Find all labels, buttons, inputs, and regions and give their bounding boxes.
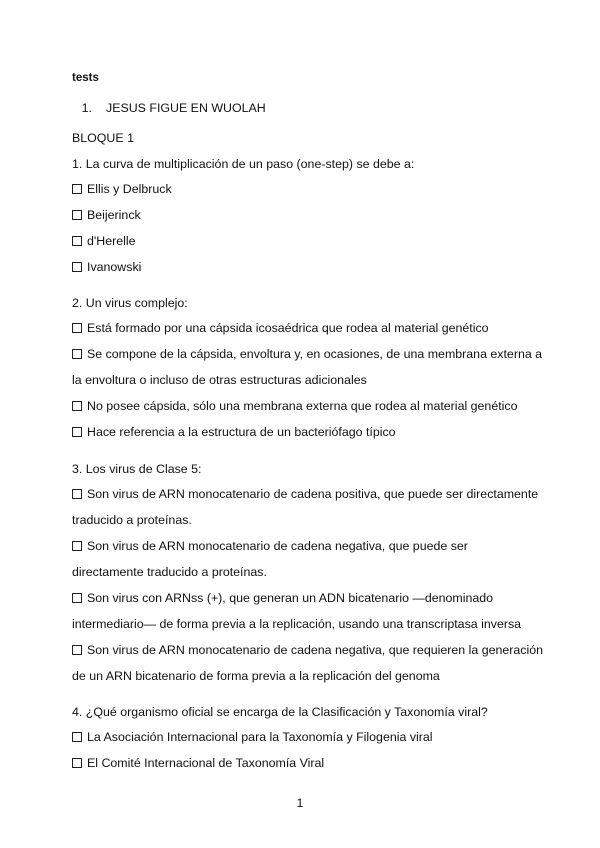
question-3-option-b-cont: directamente traducido a proteínas. [72, 565, 267, 579]
question-1-option-b[interactable]: Beijerinck [72, 208, 141, 222]
question-2-option-c[interactable]: No posee cápsida, sólo una membrana externa que rodea al material genético [72, 399, 518, 413]
question-1-option-c[interactable]: d'Herelle [72, 234, 136, 248]
question-4-option-b[interactable]: El Comité Internacional de Taxonomía Viral [72, 756, 324, 770]
question-3-option-d[interactable]: Son virus de ARN monocatenario de cadena negativa, que requieren la generación [72, 643, 543, 657]
question-2-option-a[interactable]: Está formado por una cápsida icosaédrica que rodea al material genético [72, 321, 489, 335]
question-2-option-b[interactable]: Se compone de la cápsida, envoltura y, en ocasiones, de una membrana externa a [72, 347, 542, 361]
numbered-list-item [72, 101, 266, 115]
question-2-option-b-cont: la envoltura o incluso de otras estructuras adicionales [72, 373, 367, 387]
question-3-option-d-cont: de un ARN bicatenario de forma previa a la replicación del genoma [72, 669, 440, 683]
page-number: 1 [296, 796, 304, 810]
checkbox-icon[interactable] [72, 732, 82, 742]
checkbox-icon[interactable] [72, 758, 82, 768]
question-3-option-b[interactable]: Son virus de ARN monocatenario de cadena negativa, que puede ser [72, 539, 468, 553]
list-item-text: JESUS FIGUE EN WUOLAH [106, 101, 266, 115]
checkbox-icon[interactable] [72, 262, 82, 272]
question-3-option-c[interactable]: Son virus con ARNss (+), que generan un ADN bicatenario —denominado [72, 591, 493, 605]
question-3-option-c-cont: intermediario— de forma previa a la replicación, usando una transcriptasa inversa [72, 617, 522, 631]
question-3-title: 3. Los virus de Clase 5: [72, 462, 202, 476]
question-4-title: 4. ¿Qué organismo oficial se encarga de la Clasificación y Taxonomía viral? [72, 705, 488, 719]
question-2-title: 2. Un virus complejo: [72, 296, 188, 310]
question-1-title: 1. La curva de multiplicación de un paso (one-step) se debe a: [72, 157, 415, 171]
question-1-option-a[interactable]: Ellis y Delbruck [72, 182, 172, 196]
block-title: BLOQUE 1 [72, 131, 134, 145]
question-3-option-a-cont: traducido a proteínas. [72, 513, 192, 527]
checkbox-icon[interactable] [72, 184, 82, 194]
checkbox-icon[interactable] [72, 323, 82, 333]
checkbox-icon[interactable] [72, 210, 82, 220]
checkbox-icon[interactable] [72, 489, 82, 499]
checkbox-icon[interactable] [72, 645, 82, 655]
checkbox-icon[interactable] [72, 593, 82, 603]
question-4-option-a[interactable]: La Asociación Internacional para la Taxonomía y Filogenia viral [72, 730, 433, 744]
question-1-option-d[interactable]: Ivanowski [72, 260, 141, 274]
list-number: 1. [81, 101, 92, 115]
question-2-option-d[interactable]: Hace referencia a la estructura de un bacteriófago típico [72, 425, 396, 439]
checkbox-icon[interactable] [72, 236, 82, 246]
checkbox-icon[interactable] [72, 541, 82, 551]
checkbox-icon[interactable] [72, 427, 82, 437]
question-3-option-a[interactable]: Son virus de ARN monocatenario de cadena positiva, que puede ser directamente [72, 487, 538, 501]
checkbox-icon[interactable] [72, 349, 82, 359]
checkbox-icon[interactable] [72, 401, 82, 411]
document-header: tests [72, 72, 99, 84]
